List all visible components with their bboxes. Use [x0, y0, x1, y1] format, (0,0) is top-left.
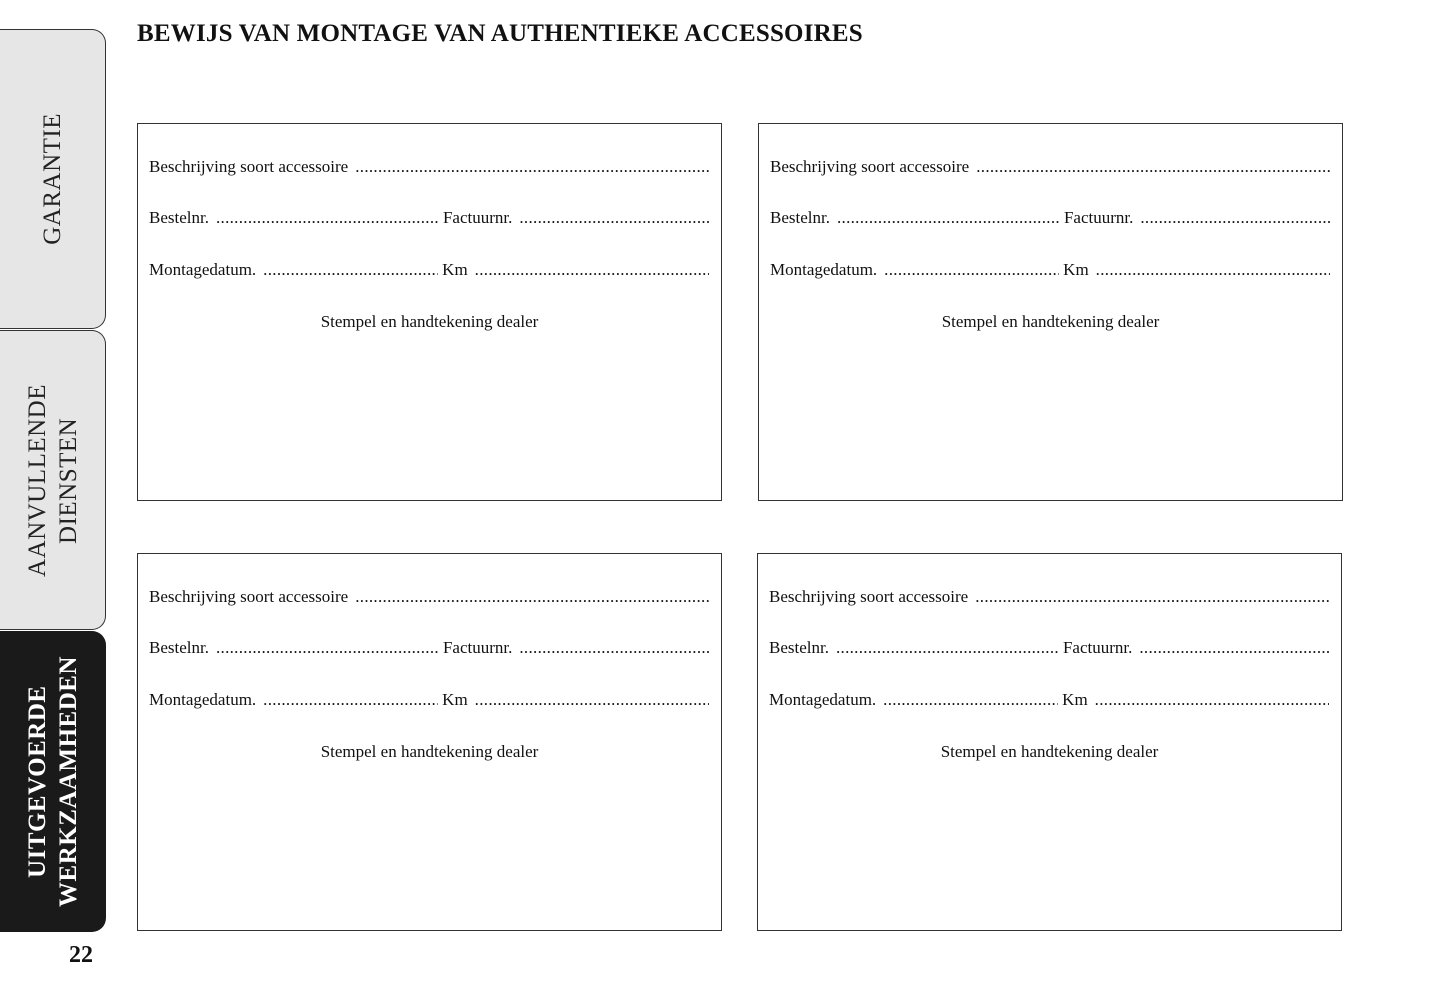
accessory-form-card [757, 553, 1342, 931]
accessory-form-card [137, 123, 722, 501]
stamp-label: Stempel en handtekening dealer [941, 312, 1160, 331]
invoice-label: Factuurnr. [1062, 638, 1133, 657]
description-label: Beschrijving soort accessoire [149, 157, 349, 176]
date-field[interactable] [263, 690, 438, 710]
order-number-field[interactable] [216, 208, 439, 228]
accessory-form-card [137, 553, 722, 931]
order-number-field[interactable] [216, 638, 439, 658]
date-field[interactable] [884, 260, 1059, 280]
date-field[interactable] [883, 690, 1058, 710]
description-row [149, 157, 709, 177]
order-invoice-row [770, 208, 1330, 228]
date-km-row [770, 260, 1330, 280]
invoice-label: Factuurnr. [442, 638, 513, 657]
description-row [769, 587, 1329, 607]
page-number: 22 [69, 942, 93, 968]
order-number-field[interactable] [836, 638, 1059, 658]
date-label: Montagedatum. [149, 690, 257, 709]
order-label: Bestelnr. [769, 638, 829, 657]
date-km-row [149, 260, 709, 280]
invoice-number-field[interactable] [519, 638, 709, 658]
km-label: Km [1063, 260, 1089, 279]
date-label: Montagedatum. [770, 260, 878, 279]
date-label: Montagedatum. [149, 260, 257, 279]
description-field[interactable] [976, 157, 1330, 177]
order-invoice-row [149, 638, 709, 658]
date-label: Montagedatum. [769, 690, 877, 709]
order-label: Bestelnr. [149, 208, 209, 227]
invoice-number-field[interactable] [519, 208, 709, 228]
description-label: Beschrijving soort accessoire [149, 587, 349, 606]
order-number-field[interactable] [837, 208, 1060, 228]
km-label: Km [442, 690, 468, 709]
date-km-row [149, 690, 709, 710]
date-field[interactable] [263, 260, 438, 280]
km-label: Km [1062, 690, 1088, 709]
description-field[interactable] [355, 157, 709, 177]
km-field[interactable] [475, 690, 709, 710]
date-km-row [769, 690, 1329, 710]
order-label: Bestelnr. [770, 208, 830, 227]
tab-uitgevoerde-werkzaamheden-label: UITGEVOERDE WERKZAAMHEDEN [23, 656, 82, 907]
tab-aanvullende-diensten-label: AANVULLENDE DIENSTEN [23, 383, 82, 577]
stamp-label: Stempel en handtekening dealer [320, 312, 539, 331]
description-field[interactable] [975, 587, 1329, 607]
description-label: Beschrijving soort accessoire [770, 157, 970, 176]
stamp-label: Stempel en handtekening dealer [320, 742, 539, 761]
order-invoice-row [769, 638, 1329, 658]
tab-aanvullende-diensten[interactable] [0, 330, 106, 630]
description-field[interactable] [355, 587, 709, 607]
tab-garantie[interactable] [0, 29, 106, 329]
page-title: BEWIJS VAN MONTAGE VAN AUTHENTIEKE ACCESSOIRES [137, 20, 863, 47]
invoice-label: Factuurnr. [1063, 208, 1134, 227]
order-invoice-row [149, 208, 709, 228]
km-field[interactable] [1096, 260, 1330, 280]
description-label: Beschrijving soort accessoire [769, 587, 969, 606]
invoice-label: Factuurnr. [442, 208, 513, 227]
km-field[interactable] [475, 260, 709, 280]
km-label: Km [442, 260, 468, 279]
accessory-form-card [758, 123, 1343, 501]
description-row [149, 587, 709, 607]
tab-uitgevoerde-werkzaamheden[interactable] [0, 631, 106, 932]
description-row [770, 157, 1330, 177]
invoice-number-field[interactable] [1139, 638, 1329, 658]
invoice-number-field[interactable] [1140, 208, 1330, 228]
stamp-label: Stempel en handtekening dealer [940, 742, 1159, 761]
order-label: Bestelnr. [149, 638, 209, 657]
tab-garantie-label: GARANTIE [39, 113, 66, 245]
km-field[interactable] [1095, 690, 1329, 710]
